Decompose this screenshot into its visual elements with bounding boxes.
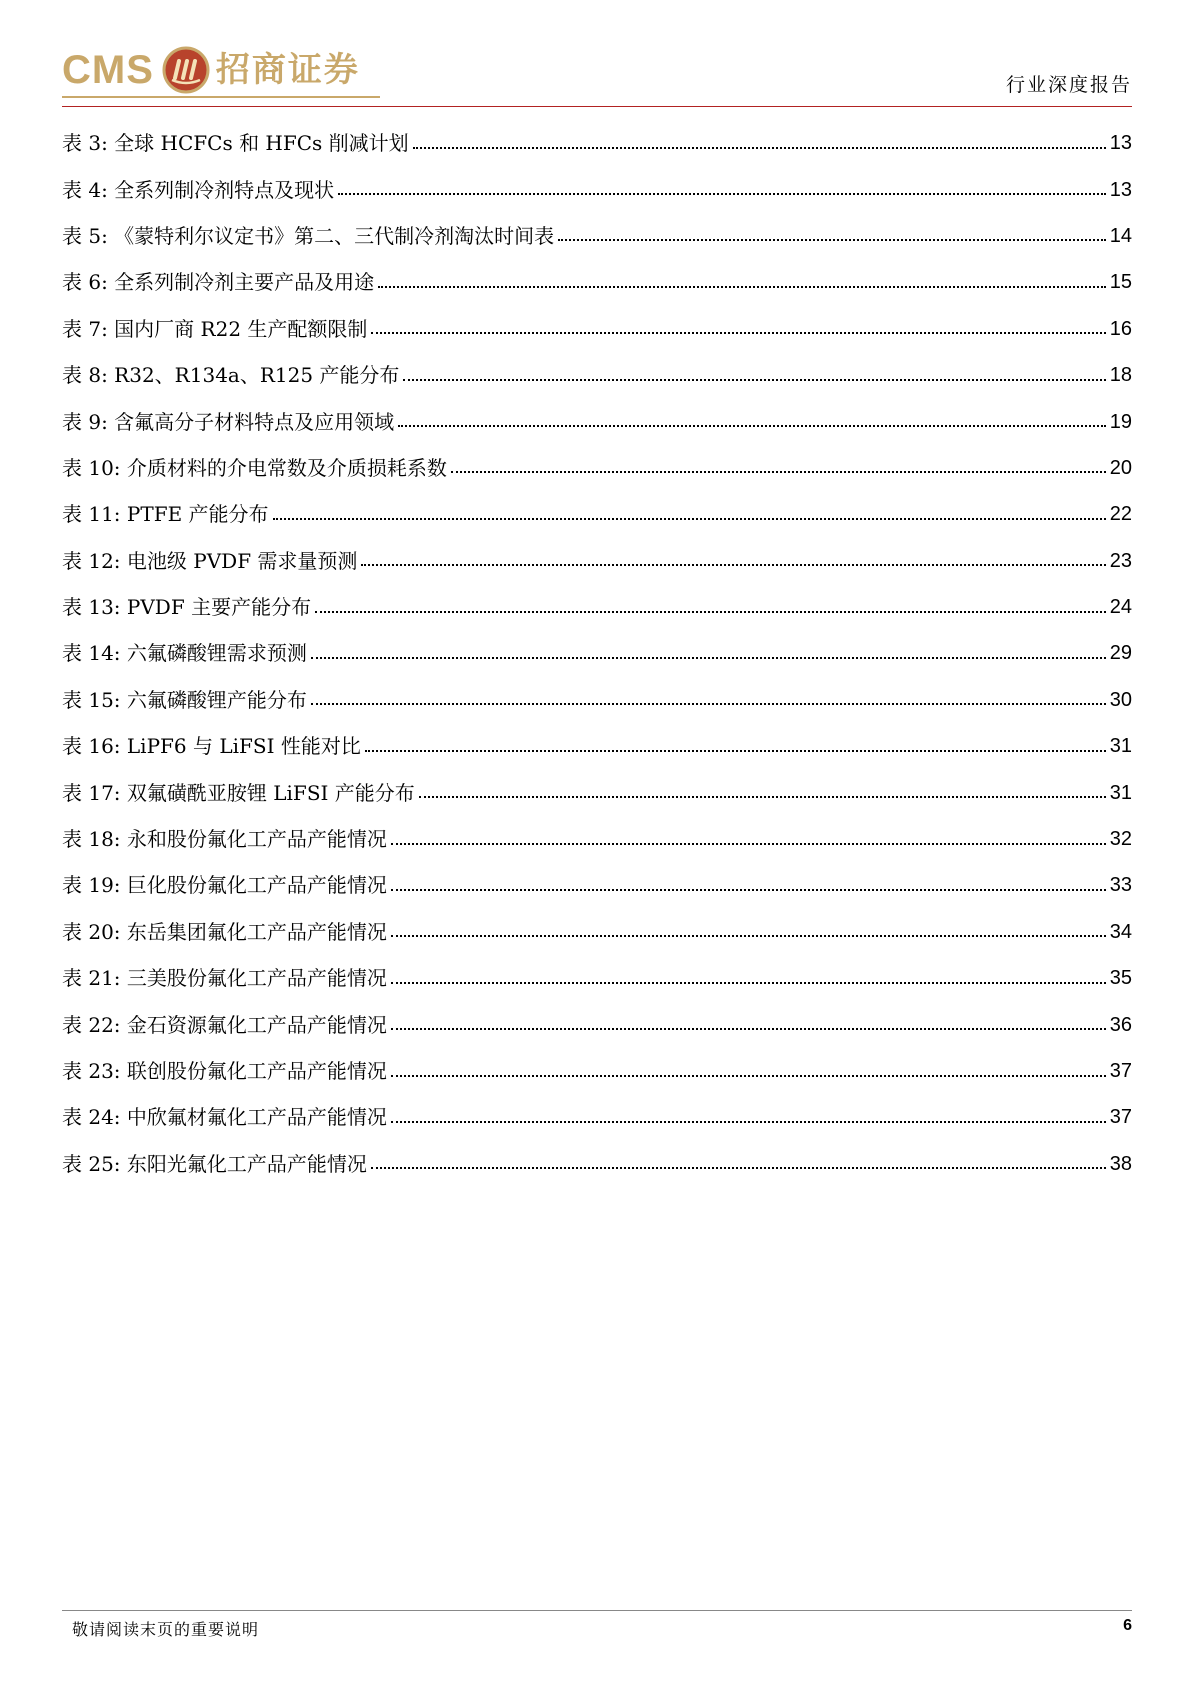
logo-text: CMS [62, 48, 154, 92]
page-header [62, 42, 1132, 108]
toc-entry-page: 31 [1109, 735, 1132, 758]
toc-entry-label: 表 24: 中欣氟材氟化工产品产能情况 [62, 1105, 387, 1130]
toc-entry-page: 22 [1109, 503, 1132, 526]
toc-leader-dots [391, 934, 1106, 937]
toc-entry[interactable] [62, 398, 1132, 444]
toc-entry-label: 表 14: 六氟磷酸锂需求预测 [62, 641, 307, 666]
toc-entry[interactable] [62, 259, 1132, 305]
toc-leader-dots [338, 192, 1106, 195]
toc-entry-page: 19 [1109, 410, 1132, 433]
table-of-figures [62, 120, 1132, 1187]
toc-entry[interactable] [62, 769, 1132, 815]
toc-entry-label: 表 12: 电池级 PVDF 需求量预测 [62, 548, 358, 573]
toc-entry-label: 表 10: 介质材料的介电常数及介质损耗系数 [62, 455, 447, 480]
toc-entry[interactable] [62, 166, 1132, 212]
toc-entry[interactable] [62, 723, 1132, 769]
toc-entry-label: 表 18: 永和股份氟化工产品产能情况 [62, 827, 387, 852]
toc-entry-label: 表 4: 全系列制冷剂特点及现状 [62, 177, 335, 202]
page-number: 6 [1123, 1617, 1132, 1634]
toc-entry-label: 表 3: 全球 HCFCs 和 HFCs 削减计划 [62, 131, 409, 156]
toc-entry-page: 13 [1109, 132, 1132, 155]
toc-entry[interactable] [62, 120, 1132, 166]
toc-leader-dots [311, 702, 1106, 705]
toc-entry-label: 表 13: PVDF 主要产能分布 [62, 595, 312, 620]
logo-underline [62, 96, 380, 98]
toc-entry-page: 30 [1109, 688, 1132, 711]
toc-leader-dots [391, 981, 1106, 984]
cms-logo [62, 42, 360, 98]
toc-entry-page: 13 [1109, 178, 1132, 201]
toc-entry-label: 表 16: LiPF6 与 LiFSI 性能对比 [62, 734, 361, 759]
toc-entry-label: 表 8: R32、R134a、R125 产能分布 [62, 363, 400, 388]
toc-entry-page: 36 [1109, 1013, 1132, 1036]
toc-leader-dots [398, 424, 1106, 427]
toc-entry[interactable] [62, 538, 1132, 584]
toc-entry[interactable] [62, 1094, 1132, 1140]
toc-entry[interactable] [62, 491, 1132, 537]
toc-entry-label: 表 9: 含氟高分子材料特点及应用领域 [62, 409, 395, 434]
toc-leader-dots [315, 610, 1106, 613]
toc-entry-label: 表 25: 东阳光氟化工产品产能情况 [62, 1151, 367, 1176]
toc-entry-page: 32 [1109, 828, 1132, 851]
toc-leader-dots [403, 378, 1105, 381]
toc-leader-dots [558, 238, 1106, 241]
toc-entry-page: 14 [1109, 224, 1132, 247]
toc-leader-dots [419, 795, 1106, 798]
cms-emblem-icon [162, 46, 210, 94]
header-divider [62, 106, 1132, 107]
toc-entry-page: 37 [1109, 1060, 1132, 1082]
toc-entry-page: 34 [1109, 920, 1132, 943]
toc-leader-dots [451, 470, 1106, 473]
toc-entry-label: 表 6: 全系列制冷剂主要产品及用途 [62, 270, 375, 295]
toc-entry[interactable] [62, 584, 1132, 630]
toc-leader-dots [391, 1074, 1106, 1077]
toc-entry[interactable] [62, 1001, 1132, 1047]
toc-leader-dots [391, 842, 1106, 845]
toc-entry-label: 表 17: 双氟磺酰亚胺锂 LiFSI 产能分布 [62, 780, 415, 805]
toc-entry[interactable] [62, 630, 1132, 676]
toc-leader-dots [391, 888, 1106, 891]
toc-entry-page: 24 [1109, 596, 1132, 619]
toc-entry-label: 表 15: 六氟磷酸锂产能分布 [62, 687, 307, 712]
toc-entry[interactable] [62, 445, 1132, 491]
toc-leader-dots [391, 1027, 1106, 1030]
toc-entry-label: 表 11: PTFE 产能分布 [62, 502, 269, 527]
logo-chinese-text: 招商证券 [215, 50, 360, 90]
toc-entry-page: 31 [1109, 781, 1132, 804]
toc-entry-page: 35 [1109, 967, 1132, 990]
toc-leader-dots [371, 331, 1105, 334]
footer-divider [62, 1610, 1132, 1611]
toc-leader-dots [311, 656, 1106, 659]
toc-entry-page: 38 [1109, 1152, 1132, 1175]
toc-entry[interactable] [62, 306, 1132, 352]
toc-entry-page: 23 [1109, 549, 1132, 572]
toc-entry-label: 表 20: 东岳集团氟化工产品产能情况 [62, 919, 387, 944]
toc-entry[interactable] [62, 862, 1132, 908]
toc-entry-label: 表 7: 国内厂商 R22 生产配额限制 [62, 316, 368, 341]
toc-entry[interactable] [62, 213, 1132, 259]
toc-leader-dots [273, 517, 1106, 520]
toc-leader-dots [378, 285, 1106, 288]
toc-entry-label: 表 5: 《蒙特利尔议定书》第二、三代制冷剂淘汰时间表 [62, 223, 555, 248]
toc-entry-page: 33 [1109, 874, 1132, 897]
toc-entry-label: 表 21: 三美股份氟化工产品产能情况 [62, 966, 387, 991]
toc-leader-dots [365, 749, 1106, 752]
toc-entry[interactable] [62, 909, 1132, 955]
toc-leader-dots [413, 146, 1106, 149]
toc-leader-dots [391, 1120, 1106, 1123]
toc-entry[interactable] [62, 955, 1132, 1001]
footer-disclaimer: 敬请阅读末页的重要说明 [72, 1620, 260, 1639]
toc-entry-page: 16 [1109, 317, 1132, 340]
toc-entry-page: 37 [1109, 1106, 1132, 1129]
toc-entry[interactable] [62, 816, 1132, 862]
toc-entry-label: 表 19: 巨化股份氟化工产品产能情况 [62, 873, 387, 898]
toc-entry-label: 表 22: 金石资源氟化工产品产能情况 [62, 1012, 387, 1037]
toc-entry-page: 15 [1109, 271, 1132, 294]
toc-entry[interactable] [62, 352, 1132, 398]
toc-entry[interactable] [62, 677, 1132, 723]
toc-entry-page: 20 [1109, 456, 1132, 479]
toc-entry[interactable] [62, 1141, 1132, 1187]
toc-leader-dots [361, 563, 1105, 566]
toc-entry-label: 表 23: 联创股份氟化工产品产能情况 [62, 1059, 387, 1083]
toc-entry-page: 18 [1109, 364, 1132, 387]
toc-leader-dots [371, 1166, 1106, 1169]
toc-entry[interactable] [62, 1048, 1132, 1094]
report-type: 行业深度报告 [1005, 74, 1132, 96]
toc-entry-page: 29 [1109, 642, 1132, 665]
